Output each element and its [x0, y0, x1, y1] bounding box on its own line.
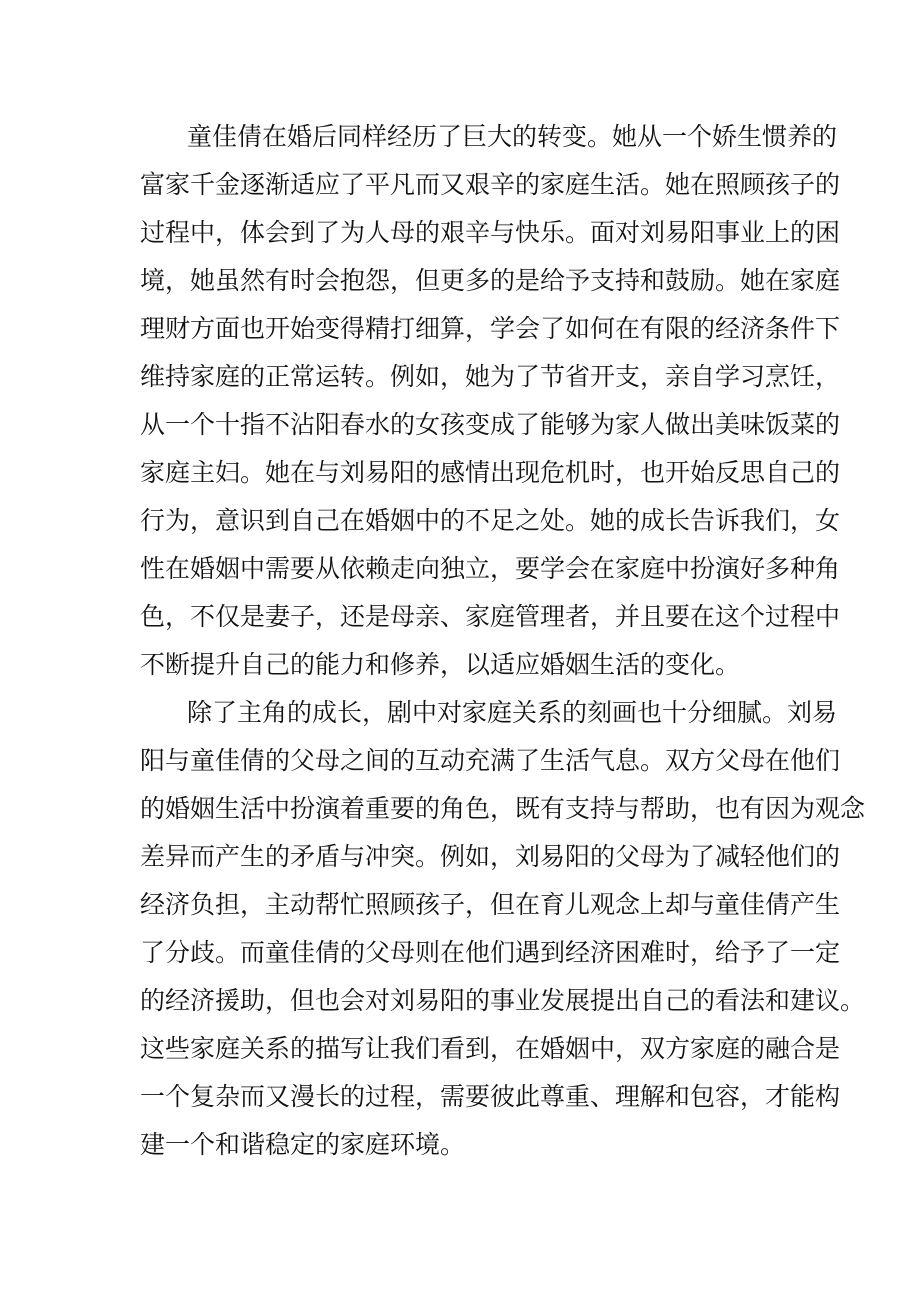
paragraph-2-line-3: 的婚姻生活中扮演着重要的角色，既有支持与帮助，也有因为观念	[140, 794, 866, 823]
paragraph-1-line-5: 理财方面也开始变得精打细算，学会了如何在有限的经济条件下	[140, 314, 841, 343]
paragraph-2-line-4: 差异而产生的矛盾与冲突。例如，刘易阳的父母为了减轻他们的	[140, 842, 841, 871]
paragraph-1-line-10: 性在婚姻中需要从依赖走向独立，要学会在家庭中扮演好多种角	[140, 554, 841, 583]
paragraph-1-line-1: 童佳倩在婚后同样经历了巨大的转变。她从一个娇生惯养的	[187, 122, 838, 151]
paragraph-2-line-8: 这些家庭关系的描写让我们看到，在婚姻中，双方家庭的融合是	[140, 1034, 841, 1063]
paragraph-2-line-1: 除了主角的成长，剧中对家庭关系的刻画也十分细腻。刘易	[187, 698, 838, 727]
paragraph-2-line-5: 经济负担，主动帮忙照顾孩子，但在育儿观念上却与童佳倩产生	[140, 890, 841, 919]
paragraph-1-line-9: 行为，意识到自己在婚姻中的不足之处。她的成长告诉我们，女	[140, 506, 841, 535]
paragraph-1-line-11: 色，不仅是妻子，还是母亲、家庭管理者，并且要在这个过程中	[140, 602, 841, 631]
paragraph-1-line-3: 过程中，体会到了为人母的艰辛与快乐。面对刘易阳事业上的困	[140, 218, 841, 247]
paragraph-1-line-6: 维持家庭的正常运转。例如，她为了节省开支，亲自学习烹饪，	[140, 362, 841, 391]
paragraph-2-line-10: 建一个和谐稳定的家庭环境。	[140, 1130, 466, 1159]
paragraph-2-line-6: 了分歧。而童佳倩的父母则在他们遇到经济困难时，给予了一定	[140, 938, 841, 967]
paragraph-1-line-4: 境，她虽然有时会抱怨，但更多的是给予支持和鼓励。她在家庭	[140, 266, 841, 295]
paragraph-2-line-9: 一个复杂而又漫长的过程，需要彼此尊重、理解和包容，才能构	[140, 1082, 841, 1111]
paragraph-2-line-2: 阳与童佳倩的父母之间的互动充满了生活气息。双方父母在他们	[140, 746, 841, 775]
paragraph-1-line-8: 家庭主妇。她在与刘易阳的感情出现危机时，也开始反思自己的	[140, 458, 841, 487]
paragraph-2-line-7: 的经济援助，但也会对刘易阳的事业发展提出自己的看法和建议。	[140, 986, 866, 1015]
paragraph-1-line-7: 从一个十指不沾阳春水的女孩变成了能够为家人做出美味饭菜的	[140, 410, 841, 439]
paragraph-1-line-12: 不断提升自己的能力和修养，以适应婚姻生活的变化。	[140, 650, 741, 679]
paragraph-1-line-2: 富家千金逐渐适应了平凡而又艰辛的家庭生活。她在照顾孩子的	[140, 170, 841, 199]
